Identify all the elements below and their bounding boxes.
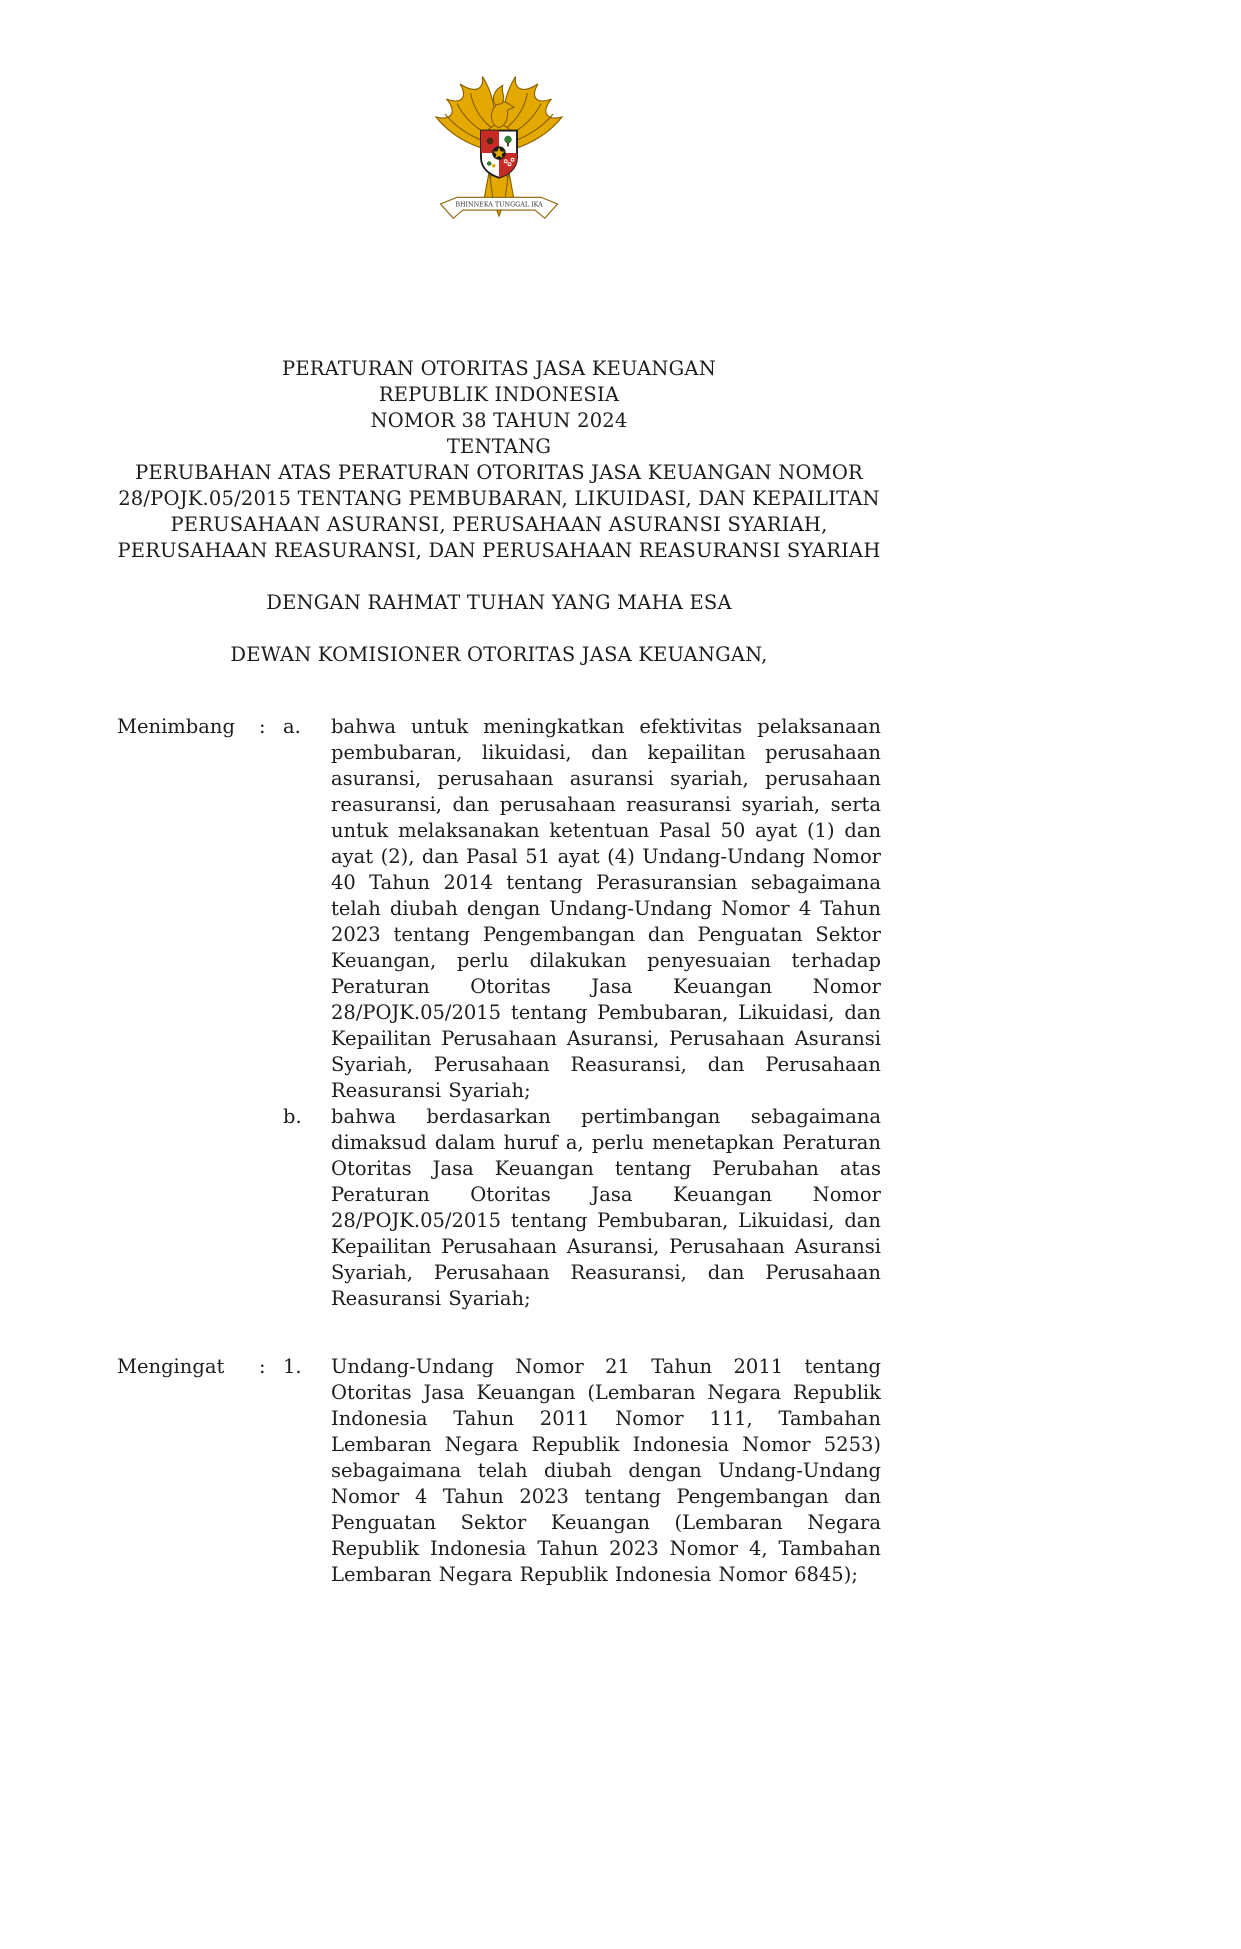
considering-label: Menimbang: [117, 715, 235, 738]
issuer-line: DEWAN KOMISIONER OTORITAS JASA KEUANGAN,: [230, 643, 768, 666]
emblem-container: [117, 60, 881, 244]
subject-line3: PERUSAHAAN ASURANSI, PERUSAHAAN ASURANSI SYARIAH,: [170, 513, 828, 536]
document-content: [117, 60, 881, 1588]
title-block: [117, 356, 881, 564]
considering-items: [283, 714, 881, 1312]
regulation-title-line2: REPUBLIK INDONESIA: [378, 383, 620, 406]
recalling-items: [283, 1354, 881, 1588]
tentang-line: TENTANG: [446, 435, 552, 458]
clause-marker: a.: [283, 715, 301, 738]
motto-ribbon-text: BHINNEKA TUNGGAL IKA: [455, 200, 543, 209]
recalling-item-1: [283, 1354, 881, 1588]
considering-section: [117, 714, 881, 1312]
colon-separator: :: [259, 1355, 266, 1378]
considering-item-b: [283, 1104, 881, 1312]
clause-text: bahwa berdasarkan pertimbangan sebagaimana dimaksud dalam huruf a, perlu menetapkan Peraturan Otoritas Jasa Keuangan tentang Perubahan atas Peraturan Otoritas Jasa Keuangan Nomor 28/POJK.05/2015 tentang Pembubaran, Likuidasi, dan Kepailitan Perusahaan Asuransi, Perusahaan Asuransi Syariah, Perusahaan Reasuransi, dan Perusahaan Reasuransi Syariah;: [331, 1105, 881, 1310]
clause-marker: b.: [283, 1105, 302, 1128]
regulation-number-line: NOMOR 38 TAHUN 2024: [370, 409, 628, 432]
colon-separator: :: [259, 715, 266, 738]
garuda-pancasila-icon: [424, 60, 574, 240]
subject-line1: PERUBAHAN ATAS PERATURAN OTORITAS JASA KEUANGAN NOMOR: [135, 461, 863, 484]
subject-line4: PERUSAHAAN REASURANSI, DAN PERUSAHAAN REASURANSI SYARIAH: [117, 539, 881, 562]
subject-line2: 28/POJK.05/2015 TENTANG PEMBUBARAN, LIKUIDASI, DAN KEPAILITAN: [118, 487, 880, 510]
clause-marker: 1.: [283, 1355, 302, 1378]
considering-item-a: [283, 714, 881, 1104]
recalling-label: Mengingat: [117, 1355, 225, 1378]
recalling-section: [117, 1354, 881, 1588]
invocation-line: DENGAN RAHMAT TUHAN YANG MAHA ESA: [266, 591, 732, 614]
clause-text: bahwa untuk meningkatkan efektivitas pelaksanaan pembubaran, likuidasi, dan kepailitan perusahaan asuransi, perusahaan asuransi syariah, perusahaan reasuransi, dan perusahaan reasuransi syariah, serta untuk melaksanakan ketentuan Pasal 50 ayat (1) dan ayat (2), dan Pasal 51 ayat (4) Undang-Undang Nomor 40 Tahun 2014 tentang Perasuransian sebagaimana telah diubah dengan Undang-Undang Nomor 4 Tahun 2023 tentang Pengembangan dan Penguatan Sektor Keuangan, perlu dilakukan penyesuaian terhadap Peraturan Otoritas Jasa Keuangan Nomor 28/POJK.05/2015 tentang Pembubaran, Likuidasi, dan Kepailitan Perusahaan Asuransi, Perusahaan Asuransi Syariah, Perusahaan Reasuransi, dan Perusahaan Reasuransi Syariah;: [331, 715, 881, 1102]
regulation-title-line1: PERATURAN OTORITAS JASA KEUANGAN: [282, 357, 716, 380]
clause-text: Undang-Undang Nomor 21 Tahun 2011 tentang Otoritas Jasa Keuangan (Lembaran Negara Republik Indonesia Tahun 2011 Nomor 111, Tambahan Lembaran Negara Republik Indonesia Nomor 5253) sebagaimana telah diubah dengan Undang-Undang Nomor 4 Tahun 2023 tentang Pengembangan dan Penguatan Sektor Keuangan (Lembaran Negara Republik Indonesia Tahun 2023 Nomor 4, Tambahan Lembaran Negara Republik Indonesia Nomor 6845);: [331, 1355, 881, 1586]
